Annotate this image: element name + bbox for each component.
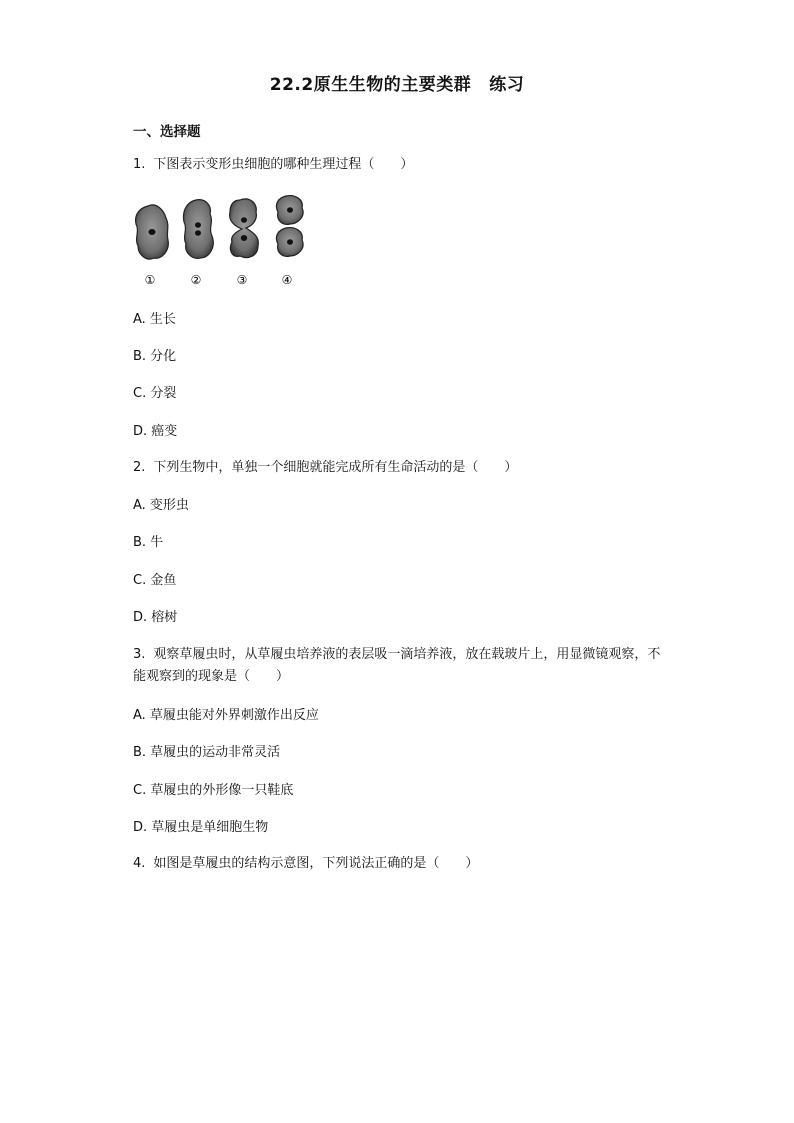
- q1-option-d: D. 癌变: [133, 424, 178, 439]
- q2-option-b: B. 牛: [133, 535, 164, 550]
- question-number: 3.: [133, 647, 146, 662]
- question-number: 2.: [133, 460, 146, 475]
- q2-option-a: A. 变形虫: [133, 498, 189, 513]
- q1-option-a: A. 生长: [133, 312, 176, 327]
- figure-label-4: ④: [281, 273, 293, 287]
- q3-option-b: B. 草履虫的运动非常灵活: [133, 745, 281, 760]
- question-text: 下图表示变形虫细胞的哪种生理过程（ ）: [153, 157, 414, 172]
- q2-option-d: D. 榕树: [133, 610, 178, 625]
- amoeba-division-image: [126, 192, 326, 296]
- question-3: [133, 644, 663, 688]
- q3-option-c: C. 草履虫的外形像一只鞋底: [133, 783, 294, 798]
- section-heading: 一、选择题: [133, 124, 201, 140]
- title-number: 22.2: [269, 75, 314, 95]
- question-text: 观察草履虫时，从草履虫培养液的表层吸一滴培养液，放在载玻片上，用显微镜观察，不能观察到的现象是（ ）: [133, 647, 661, 684]
- amoeba-division-figure: [126, 192, 326, 296]
- amoeba-stage-2: [184, 200, 214, 259]
- question-number: 1.: [133, 157, 146, 172]
- q2-option-c: C. 金鱼: [133, 573, 177, 588]
- figure-label-2: ②: [190, 273, 202, 287]
- page-title: [0, 70, 794, 95]
- amoeba-stage-1: [136, 205, 169, 259]
- question-text: 下列生物中，单独一个细胞就能完成所有生命活动的是（ ）: [153, 460, 518, 475]
- amoeba-stage-3: [230, 199, 259, 258]
- question-1: [133, 154, 673, 176]
- q1-option-b: B. 分化: [133, 349, 177, 364]
- q1-option-c: C. 分裂: [133, 386, 177, 401]
- question-4: [133, 853, 673, 875]
- amoeba-stage-4: [276, 196, 303, 257]
- question-text: 如图是草履虫的结构示意图，下列说法正确的是（ ）: [153, 856, 479, 871]
- question-2: [133, 457, 673, 479]
- q3-option-d: D. 草履虫是单细胞生物: [133, 820, 269, 835]
- title-suffix: 练习: [489, 75, 525, 95]
- title-main: 原生生物的主要类群: [313, 75, 472, 95]
- figure-label-3: ③: [236, 273, 248, 287]
- q3-option-a: A. 草履虫能对外界刺激作出反应: [133, 708, 319, 723]
- question-number: 4.: [133, 856, 146, 871]
- figure-label-1: ①: [144, 273, 156, 287]
